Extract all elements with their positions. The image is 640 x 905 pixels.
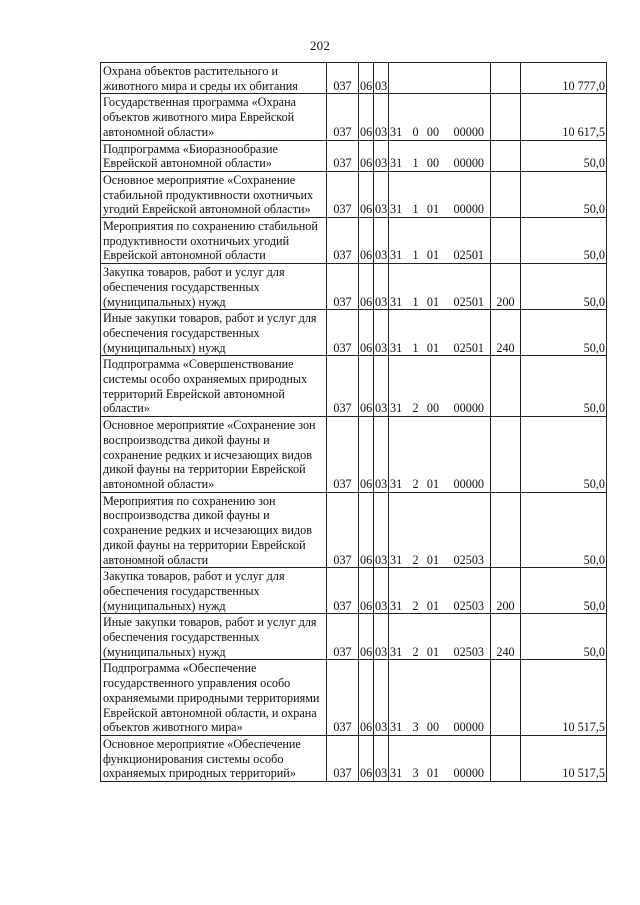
ministry-code: 037 [327,310,359,356]
amount: 50,0 [521,140,607,171]
item-name: Иные закупки товаров, работ и услуг для обеспечения государственных (муниципальных) нужд [101,614,327,660]
section-code: 06 [359,568,374,614]
csr-subprogram: 0 [412,124,419,139]
amount: 50,0 [521,218,607,264]
target-article-code [389,140,491,171]
csr-direction: 02501 [453,340,484,355]
table-row [101,264,607,310]
expense-type-code [491,94,521,140]
item-name: Закупка товаров, работ и услуг для обеспечения государственных (муниципальных) нужд [101,568,327,614]
csr-direction: 00000 [453,766,484,781]
section-code: 06 [359,218,374,264]
expense-type-code [491,356,521,417]
csr-program: 31 [390,766,403,781]
ministry-code: 037 [327,660,359,736]
amount: 10 777,0 [521,63,607,94]
target-article-code [389,63,491,94]
subsection-code: 03 [374,660,389,736]
item-name: Основное мероприятие «Сохранение зон воспроизводства дикой фауны и сохранение редких и исчезающих видов дикой фауны на территории Еврейской автономной области» [101,417,327,493]
subsection-code: 03 [374,735,389,781]
csr-program: 31 [390,401,403,416]
item-name: Закупка товаров, работ и услуг для обеспечения государственных (муниципальных) нужд [101,264,327,310]
amount: 50,0 [521,417,607,493]
csr-program: 31 [390,720,403,735]
csr-direction: 00000 [453,156,484,171]
target-article-code [389,264,491,310]
expense-type-code [491,63,521,94]
subsection-code: 03 [374,417,389,493]
expense-type-code [491,660,521,736]
csr-activity: 00 [426,720,440,735]
csr-activity: 00 [426,156,440,171]
ministry-code: 037 [327,356,359,417]
amount: 50,0 [521,356,607,417]
ministry-code: 037 [327,94,359,140]
csr-direction: 00000 [453,202,484,217]
amount: 50,0 [521,264,607,310]
amount: 50,0 [521,568,607,614]
item-name: Иные закупки товаров, работ и услуг для обеспечения государственных (муниципальных) нужд [101,310,327,356]
subsection-code: 03 [374,140,389,171]
csr-subprogram: 3 [412,720,419,735]
section-code: 06 [359,660,374,736]
table-row [101,568,607,614]
expense-type-code [491,140,521,171]
target-article-code [389,660,491,736]
csr-subprogram: 3 [412,766,419,781]
csr-subprogram: 1 [412,156,419,171]
csr-program: 31 [390,340,403,355]
target-article-code [389,735,491,781]
section-code: 06 [359,735,374,781]
subsection-code: 03 [374,63,389,94]
csr-direction: 02503 [453,552,484,567]
section-code: 06 [359,264,374,310]
csr-program: 31 [390,552,403,567]
table-row [101,660,607,736]
item-name: Мероприятия по сохранению зон воспроизводства дикой фауны и сохранение редких и исчезающих видов дикой фауны на территории Еврейской автономной области [101,492,327,568]
section-code: 06 [359,171,374,217]
csr-subprogram: 2 [412,552,419,567]
csr-direction: 00000 [453,124,484,139]
csr-subprogram: 2 [412,644,419,659]
expense-type-code [491,218,521,264]
ministry-code: 037 [327,492,359,568]
csr-subprogram: 1 [412,248,419,263]
csr-direction: 00000 [453,476,484,491]
table-row [101,310,607,356]
csr-direction: 02501 [453,294,484,309]
amount: 10 517,5 [521,735,607,781]
csr-activity: 01 [426,202,440,217]
subsection-code: 03 [374,310,389,356]
csr-subprogram: 2 [412,598,419,613]
table-row [101,417,607,493]
table-row [101,614,607,660]
csr-direction: 00000 [453,720,484,735]
section-code: 06 [359,140,374,171]
page-number: 202 [309,38,331,53]
item-name: Основное мероприятие «Сохранение стабильной продуктивности охотничьих угодий Еврейской автономной области» [101,171,327,217]
ministry-code: 037 [327,614,359,660]
csr-activity: 01 [426,598,440,613]
target-article-code [389,568,491,614]
amount: 50,0 [521,492,607,568]
ministry-code: 037 [327,63,359,94]
csr-subprogram: 1 [412,202,419,217]
expense-type-code: 240 [491,614,521,660]
csr-activity: 01 [426,552,440,567]
expense-type-code [491,492,521,568]
csr-direction: 02501 [453,248,484,263]
target-article-code [389,614,491,660]
item-name: Подпрограмма «Биоразнообразие Еврейской автономной области» [101,140,327,171]
budget-table [100,62,607,782]
csr-activity: 00 [426,124,440,139]
csr-activity: 01 [426,644,440,659]
csr-activity: 01 [426,294,440,309]
item-name: Подпрограмма «Совершенствование системы особо охраняемых природных территорий Еврейской автономной области» [101,356,327,417]
section-code: 06 [359,94,374,140]
target-article-code [389,310,491,356]
ministry-code: 037 [327,140,359,171]
expense-type-code [491,417,521,493]
csr-direction: 00000 [453,401,484,416]
target-article-code [389,171,491,217]
amount: 10 617,5 [521,94,607,140]
csr-program: 31 [390,294,403,309]
ministry-code: 037 [327,735,359,781]
amount: 50,0 [521,310,607,356]
csr-program: 31 [390,156,403,171]
csr-program: 31 [390,248,403,263]
amount: 50,0 [521,614,607,660]
target-article-code [389,492,491,568]
amount: 10 517,5 [521,660,607,736]
csr-direction: 02503 [453,644,484,659]
subsection-code: 03 [374,264,389,310]
table-row [101,94,607,140]
item-name: Основное мероприятие «Обеспечение функционирования системы особо охраняемых природных территорий» [101,735,327,781]
item-name: Государственная программа «Охрана объектов животного мира Еврейской автономной области» [101,94,327,140]
section-code: 06 [359,310,374,356]
csr-activity: 01 [426,248,440,263]
amount: 50,0 [521,171,607,217]
csr-program: 31 [390,202,403,217]
subsection-code: 03 [374,492,389,568]
ministry-code: 037 [327,568,359,614]
expense-type-code: 240 [491,310,521,356]
csr-program: 31 [390,644,403,659]
ministry-code: 037 [327,417,359,493]
target-article-code [389,94,491,140]
item-name: Охрана объектов растительного и животного мира и среды их обитания [101,63,327,94]
csr-activity: 01 [426,476,440,491]
item-name: Подпрограмма «Обеспечение государственного управления особо охраняемыми природными территориями Еврейской автономной области, и охрана объектов животного мира» [101,660,327,736]
target-article-code [389,356,491,417]
csr-subprogram: 2 [412,401,419,416]
ministry-code: 037 [327,218,359,264]
table-row [101,735,607,781]
subsection-code: 03 [374,171,389,217]
subsection-code: 03 [374,568,389,614]
section-code: 06 [359,356,374,417]
section-code: 06 [359,492,374,568]
table-body [101,63,607,782]
item-name: Мероприятия по сохранению стабильной продуктивности охотничьих угодий Еврейской автономной области [101,218,327,264]
expense-type-code: 200 [491,264,521,310]
expense-type-code [491,735,521,781]
subsection-code: 03 [374,218,389,264]
table-row [101,171,607,217]
section-code: 06 [359,614,374,660]
table-row [101,218,607,264]
ministry-code: 037 [327,171,359,217]
subsection-code: 03 [374,94,389,140]
table-row [101,140,607,171]
csr-program: 31 [390,598,403,613]
table-row [101,492,607,568]
section-code: 06 [359,417,374,493]
expense-type-code [491,171,521,217]
subsection-code: 03 [374,356,389,417]
table-row [101,63,607,94]
table-row [101,356,607,417]
csr-subprogram: 2 [412,476,419,491]
csr-program: 31 [390,124,403,139]
expense-type-code: 200 [491,568,521,614]
target-article-code [389,218,491,264]
section-code: 06 [359,63,374,94]
csr-activity: 01 [426,340,440,355]
csr-direction: 02503 [453,598,484,613]
csr-subprogram: 1 [412,294,419,309]
subsection-code: 03 [374,614,389,660]
csr-subprogram: 1 [412,340,419,355]
ministry-code: 037 [327,264,359,310]
csr-program: 31 [390,476,403,491]
target-article-code [389,417,491,493]
csr-activity: 01 [426,766,440,781]
csr-activity: 00 [426,401,440,416]
